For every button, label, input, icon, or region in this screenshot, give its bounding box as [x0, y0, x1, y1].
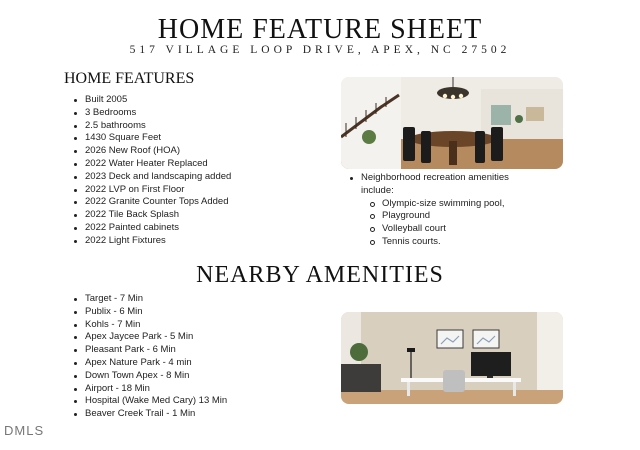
list-item: 1430 Square Feet — [72, 132, 231, 145]
property-address: 517 VILLAGE LOOP DRIVE, APEX, NC 27502 — [129, 44, 511, 56]
list-item: Playground — [340, 210, 570, 223]
dining-room-illustration — [341, 77, 563, 169]
list-item: Built 2005 — [72, 94, 231, 107]
list-item: 2023 Deck and landscaping added — [72, 171, 231, 184]
list-item: 2022 Light Fixtures — [72, 235, 231, 248]
nearby-amenities-list — [72, 293, 227, 421]
neighborhood-lead — [340, 172, 570, 198]
list-item: Beaver Creek Trail - 1 Min — [72, 408, 227, 421]
list-item: Target - 7 Min — [72, 293, 227, 306]
home-office-illustration — [341, 312, 563, 404]
neighborhood-sub-list — [340, 198, 570, 249]
list-item: Pleasant Park - 6 Min — [72, 344, 227, 357]
list-item: Kohls - 7 Min — [72, 319, 227, 332]
list-item: Publix - 6 Min — [72, 306, 227, 319]
dining-room-photo — [341, 77, 563, 169]
list-item: 2026 New Roof (HOA) — [72, 145, 231, 158]
home-features-heading: HOME FEATURES — [64, 70, 195, 87]
list-item: Airport - 18 Min — [72, 383, 227, 396]
neighborhood-lead-line: include: — [361, 184, 394, 196]
list-item: Volleyball court — [340, 223, 570, 236]
home-office-photo — [341, 312, 563, 404]
list-item: Down Town Apex - 8 Min — [72, 370, 227, 383]
neighborhood-lead-line: Neighborhood recreation amenities — [361, 172, 509, 183]
list-item: Apex Jaycee Park - 5 Min — [72, 331, 227, 344]
home-features-list — [72, 94, 231, 248]
list-item: 2022 Granite Counter Tops Added — [72, 196, 231, 209]
neighborhood-amenities — [340, 172, 570, 249]
list-item: 3 Bedrooms — [72, 107, 231, 120]
list-item: Apex Nature Park - 4 min — [72, 357, 227, 370]
nearby-amenities-heading: NEARBY AMENITIES — [196, 262, 444, 288]
list-item: 2022 Painted cabinets — [72, 222, 231, 235]
list-item: Tennis courts. — [340, 236, 570, 249]
list-item: 2022 LVP on First Floor — [72, 184, 231, 197]
list-item: Hospital (Wake Med Cary) 13 Min — [72, 395, 227, 408]
list-item: 2022 Tile Back Splash — [72, 209, 231, 222]
list-item: Olympic-size swimming pool, — [340, 198, 570, 211]
list-item: 2.5 bathrooms — [72, 120, 231, 133]
dmls-watermark: DMLS — [4, 423, 45, 438]
page-title: HOME FEATURE SHEET — [157, 14, 483, 45]
list-item: 2022 Water Heater Replaced — [72, 158, 231, 171]
